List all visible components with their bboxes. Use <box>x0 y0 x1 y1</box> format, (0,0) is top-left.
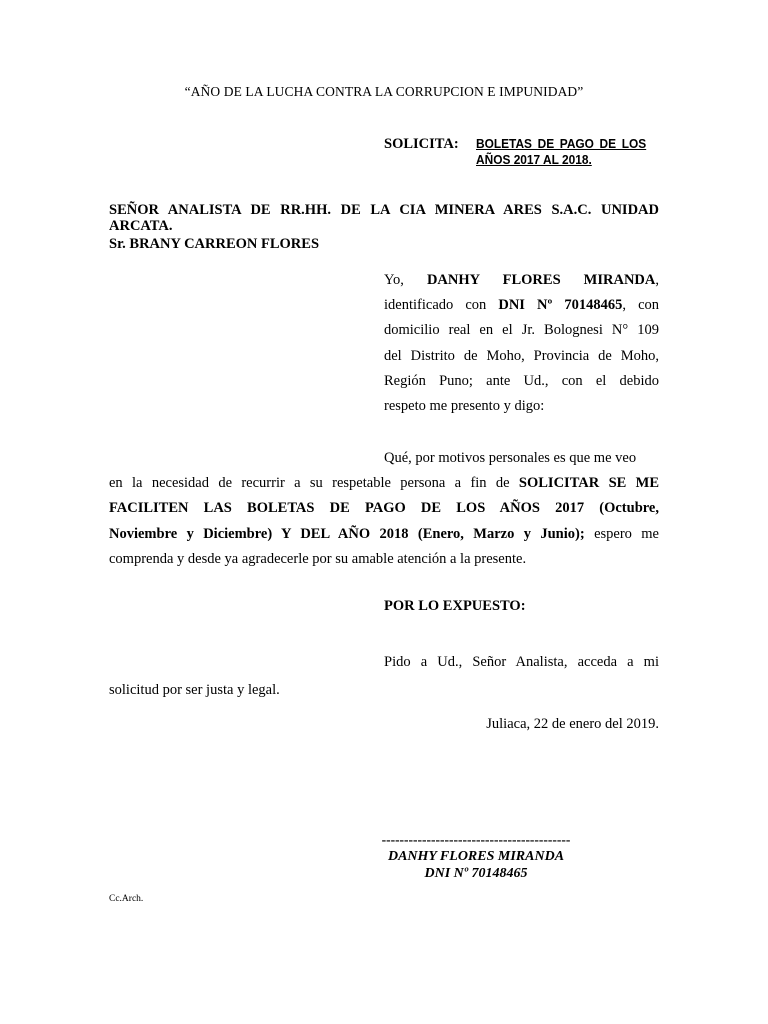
intro-line3: domicilio real en el Jr. Bolognesi N° 109 <box>384 322 659 339</box>
addressee-line3: Sr. BRANY CARREON FLORES <box>109 236 320 252</box>
body-line4 <box>109 522 659 547</box>
body-line5: comprenda y desde ya agradecerle por su amable atención a la presente. <box>109 550 527 567</box>
intro-comma: , <box>655 272 659 288</box>
body-line1: Qué, por motivos personales es que me veo <box>384 450 637 466</box>
intro-line1 <box>384 268 659 293</box>
solicita-label: SOLICITA: <box>384 136 459 152</box>
cc-note: Cc.Arch. <box>109 894 144 904</box>
body-line3 <box>109 496 659 521</box>
intro-dni: DNI Nº 70148465 <box>498 297 623 314</box>
intro-line6: respeto me presento y digo: <box>384 398 545 415</box>
date-line: Juliaca, 22 de enero del 2019. <box>486 716 659 732</box>
solicita-value-line2: AÑOS 2017 AL 2018. <box>476 152 592 167</box>
intro-name: DANHY FLORES MIRANDA <box>426 272 656 288</box>
pido-line1: Pido a Ud., Señor Analista, acceda a mi <box>384 654 659 670</box>
intro-line5: Región Puno; ante Ud., con el debido <box>384 372 659 389</box>
pido-line2: solicitud por ser justa y legal. <box>109 682 280 698</box>
body-line4-post: espero me <box>584 525 659 542</box>
signature-name: DANHY FLORES MIRANDA <box>387 849 565 864</box>
solicita-value-line1: BOLETAS DE PAGO DE LOS <box>476 136 647 151</box>
intro-paragraph <box>384 268 659 419</box>
pido-paragraph <box>109 648 659 704</box>
body-line2-bold: SOLICITAR SE ME <box>518 475 659 492</box>
body-paragraph <box>109 446 659 572</box>
body-line2 <box>109 471 659 496</box>
addressee-block <box>109 202 659 252</box>
signature-dni: DNI Nº 70148465 <box>424 866 528 881</box>
body-line3-bold: FACILITEN LAS BOLETAS DE PAGO DE LOS AÑOS 2017 (Octubre, <box>109 500 659 517</box>
body-line2-pre: en la necesidad de recurrir a su respetable persona a fin de <box>109 475 519 492</box>
intro-yo: Yo, <box>384 272 427 288</box>
body-line4-bold: Noviembre y Diciembre) Y DEL AÑO 2018 (Enero, Marzo y Junio); <box>109 525 585 542</box>
document-motto: “AÑO DE LA LUCHA CONTRA LA CORRUPCION E IMPUNIDAD” <box>184 84 584 99</box>
addressee-line2: ARCATA. <box>109 218 173 234</box>
intro-id-pre: identificado con <box>384 297 499 314</box>
signature-line: ------------------------------------------ <box>381 832 571 847</box>
intro-id-post: , con <box>622 297 660 314</box>
signature-block <box>368 832 584 882</box>
intro-line2 <box>384 293 659 318</box>
intro-line4: del Distrito de Moho, Provincia de Moho, <box>384 347 659 364</box>
addressee-line1: SEÑOR ANALISTA DE RR.HH. DE LA CIA MINERA ARES S.A.C. UNIDAD <box>109 202 659 218</box>
solicita-value <box>476 136 646 168</box>
por-lo-expuesto-heading: POR LO EXPUESTO: <box>384 598 526 614</box>
